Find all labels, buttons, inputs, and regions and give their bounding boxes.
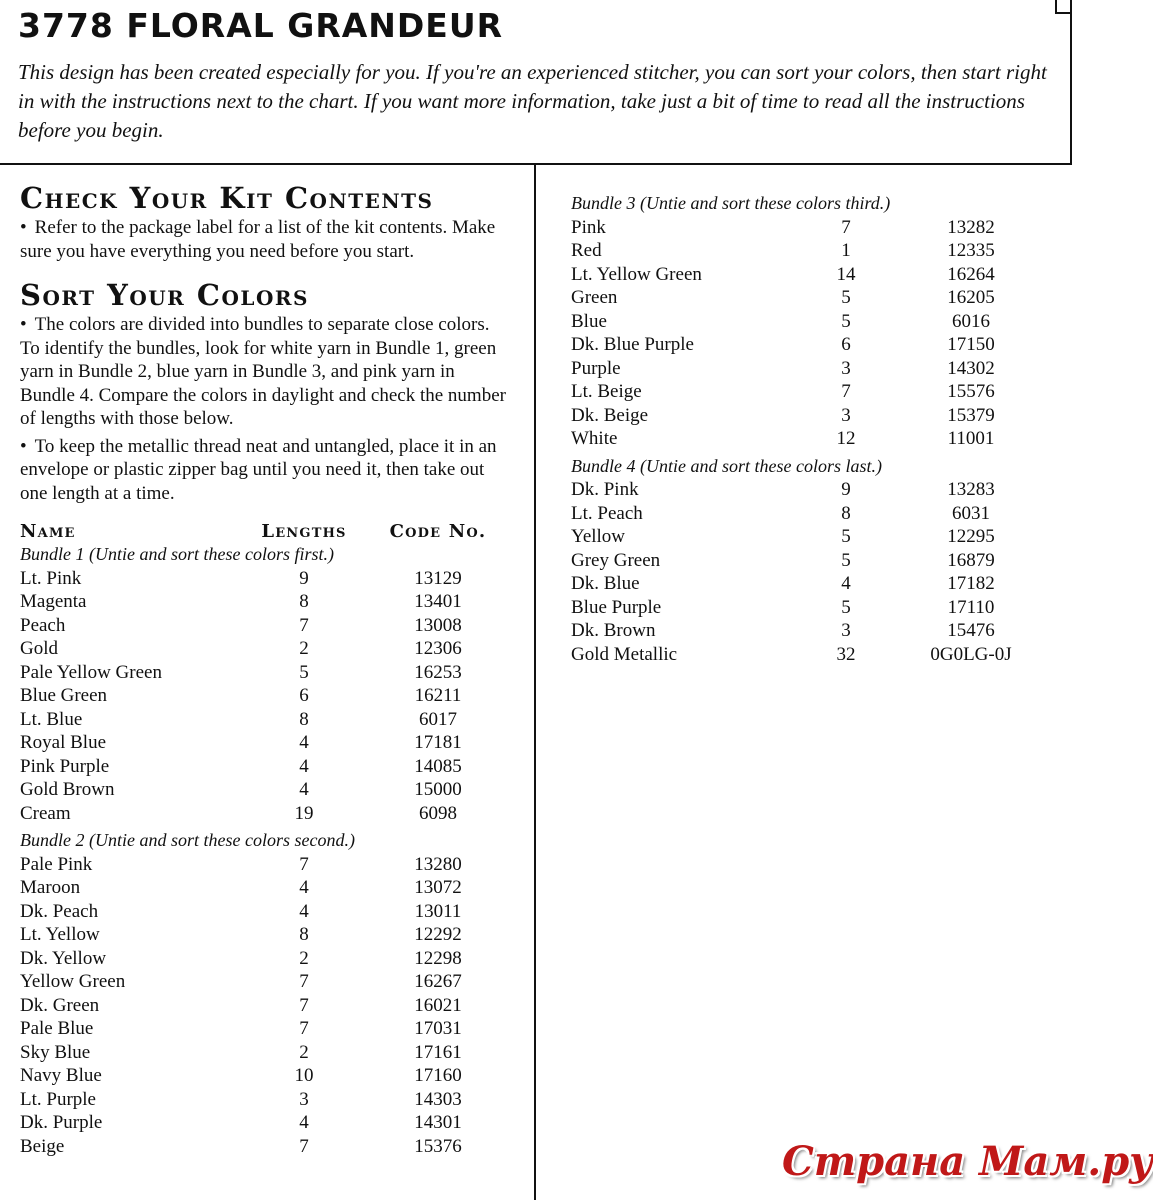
color-name: Lt. Peach xyxy=(571,502,643,524)
color-name: Pink xyxy=(571,216,606,238)
code-value: 0G0LG-0J xyxy=(930,643,1012,665)
table-row xyxy=(571,502,1051,526)
lengths-value: 7 xyxy=(299,614,309,636)
table-row xyxy=(571,239,1051,263)
code-value: 17182 xyxy=(947,573,995,594)
column-header-code: Code No. xyxy=(389,521,487,542)
code-value: 12298 xyxy=(414,947,462,969)
lengths-value: 8 xyxy=(299,924,309,945)
check-kit-text: Refer to the package label for a list of the kit contents. Make sure you have everything you need before you start. xyxy=(20,217,496,262)
table-row xyxy=(571,286,1051,310)
lengths-value: 2 xyxy=(299,638,309,659)
lengths-value: 14 xyxy=(836,263,856,285)
color-name: Dk. Yellow xyxy=(20,947,107,969)
code-value: 12292 xyxy=(414,924,462,945)
color-name: Beige xyxy=(20,1135,65,1157)
lengths-value: 8 xyxy=(841,502,851,524)
color-name: Yellow Green xyxy=(20,971,126,992)
table-row xyxy=(20,923,510,947)
table-row xyxy=(20,684,510,708)
bundle-label: Bundle 4 (Untie and sort these colors last.) xyxy=(571,455,882,476)
lengths-value: 7 xyxy=(299,1018,309,1039)
lengths-value: 6 xyxy=(841,334,851,355)
bundle-4 xyxy=(571,455,1051,667)
color-name: Purple xyxy=(571,357,621,379)
color-name: Lt. Blue xyxy=(20,708,83,730)
lengths-value: 5 xyxy=(841,310,851,332)
code-value: 13008 xyxy=(414,614,462,636)
table-row xyxy=(571,549,1051,573)
table-row xyxy=(20,778,510,802)
table-row xyxy=(20,755,510,779)
color-name: Dk. Brown xyxy=(571,620,656,641)
lengths-value: 4 xyxy=(841,573,851,594)
table-row xyxy=(20,1064,510,1088)
color-name: Gold xyxy=(20,638,58,659)
color-name: Pink Purple xyxy=(20,755,110,777)
code-value: 13282 xyxy=(947,216,995,238)
code-value: 15379 xyxy=(947,404,995,426)
code-value: 6098 xyxy=(419,802,457,824)
table-row xyxy=(20,637,510,661)
color-name: Dk. Peach xyxy=(20,900,99,922)
table-row xyxy=(571,643,1051,667)
column-header-name: Name xyxy=(20,521,76,542)
table-row xyxy=(571,310,1051,334)
color-name: Dk. Blue xyxy=(571,573,640,594)
check-kit-paragraph xyxy=(20,216,510,263)
lengths-value: 7 xyxy=(299,853,309,875)
code-value: 16879 xyxy=(947,549,995,571)
table-row xyxy=(571,525,1051,549)
lengths-value: 4 xyxy=(299,755,309,777)
code-value: 6017 xyxy=(419,708,457,730)
color-name: Yellow xyxy=(571,526,626,547)
color-name: Royal Blue xyxy=(20,732,107,753)
lengths-value: 9 xyxy=(299,567,309,589)
bundle-2 xyxy=(20,829,510,1158)
lengths-value: 5 xyxy=(841,526,851,547)
lengths-value: 19 xyxy=(294,802,314,824)
color-name: Dk. Blue Purple xyxy=(571,334,694,355)
lengths-value: 1 xyxy=(841,240,851,261)
table-row xyxy=(20,853,510,877)
intro-text: This design has been created especially for you. If you're an experienced stitcher, you can sort your colors, then start right in with the instructions next to the chart. If you want more information, take just a bit of time to read all the instructions before you begin. xyxy=(18,60,1047,142)
table-row xyxy=(20,1111,510,1135)
code-value: 13401 xyxy=(414,591,462,612)
table-row xyxy=(571,572,1051,596)
table-row xyxy=(571,619,1051,643)
bundle-label: Bundle 2 (Untie and sort these colors second.) xyxy=(20,830,355,850)
lengths-value: 3 xyxy=(841,620,851,641)
color-name: Lt. Yellow xyxy=(20,924,100,945)
code-value: 17181 xyxy=(414,732,462,753)
table-row xyxy=(20,708,510,732)
corner-mark xyxy=(1055,0,1072,14)
color-name: Cream xyxy=(20,802,71,824)
code-value: 15376 xyxy=(414,1135,462,1157)
color-name: Maroon xyxy=(20,877,81,898)
table-row xyxy=(20,970,510,994)
lengths-value: 4 xyxy=(299,877,309,898)
code-value: 15576 xyxy=(947,381,995,402)
code-value: 12295 xyxy=(947,526,995,547)
color-name: Pale Yellow Green xyxy=(20,661,162,683)
code-value: 16253 xyxy=(414,661,462,683)
sort-colors-paragraph-1 xyxy=(20,313,510,431)
bundle-label: Bundle 1 (Untie and sort these colors first.) xyxy=(20,544,334,564)
bundle-3 xyxy=(571,192,1051,451)
lengths-value: 32 xyxy=(836,643,856,665)
table-row xyxy=(20,731,510,755)
table-row xyxy=(20,614,510,638)
lengths-value: 5 xyxy=(841,549,851,571)
table-header xyxy=(20,521,510,543)
code-value: 16211 xyxy=(414,685,462,706)
code-value: 16021 xyxy=(414,994,462,1016)
color-name: Red xyxy=(571,240,602,261)
code-value: 16205 xyxy=(947,287,995,308)
table-row xyxy=(20,802,510,826)
check-kit-heading: Check Your Kit Contents xyxy=(20,181,434,215)
code-value: 13011 xyxy=(414,900,462,922)
column-header-lengths: Lengths xyxy=(261,521,347,542)
table-row xyxy=(571,333,1051,357)
lengths-value: 10 xyxy=(294,1065,314,1086)
table-row xyxy=(571,380,1051,404)
color-name: Pale Blue xyxy=(20,1018,94,1039)
header-right-border xyxy=(1070,0,1072,165)
column-divider xyxy=(534,163,536,1200)
code-value: 12335 xyxy=(947,240,995,261)
sort-colors-paragraph-2 xyxy=(20,435,510,506)
code-value: 14301 xyxy=(414,1112,462,1133)
color-name: Blue Purple xyxy=(571,596,662,618)
right-column xyxy=(571,192,1051,666)
code-value: 11001 xyxy=(947,428,995,449)
code-value: 17110 xyxy=(947,596,995,618)
color-name: Gold Brown xyxy=(20,779,115,800)
lengths-value: 3 xyxy=(841,404,851,426)
color-name: Green xyxy=(571,287,618,308)
color-name: Lt. Yellow Green xyxy=(571,263,702,285)
lengths-value: 6 xyxy=(299,685,309,706)
table-row xyxy=(20,1088,510,1112)
color-name: Lt. Purple xyxy=(20,1088,96,1110)
color-name: Lt. Beige xyxy=(571,381,642,402)
lengths-value: 4 xyxy=(299,1112,309,1133)
lengths-value: 5 xyxy=(841,596,851,618)
sort-colors-text-2: To keep the metallic thread neat and untangled, place it in an envelope or plastic zipper bag until you need it, then take out one length at a time. xyxy=(20,435,497,504)
code-value: 13129 xyxy=(414,567,462,589)
lengths-value: 8 xyxy=(299,591,309,612)
table-row xyxy=(571,404,1051,428)
code-value: 14302 xyxy=(947,357,995,379)
lengths-value: 3 xyxy=(841,357,851,379)
table-row xyxy=(571,427,1051,451)
table-row xyxy=(571,596,1051,620)
code-value: 13280 xyxy=(414,853,462,875)
color-name: Gold Metallic xyxy=(571,643,678,665)
code-value: 6016 xyxy=(952,310,990,332)
color-name: Dk. Pink xyxy=(571,479,639,500)
lengths-value: 7 xyxy=(841,381,851,402)
header-divider xyxy=(0,163,1072,165)
table-row xyxy=(571,478,1051,502)
bundle-label: Bundle 3 (Untie and sort these colors third.) xyxy=(571,193,891,213)
color-name: Dk. Purple xyxy=(20,1112,103,1133)
table-row xyxy=(20,1017,510,1041)
lengths-value: 5 xyxy=(841,287,851,308)
color-name: Blue Green xyxy=(20,685,108,706)
bundle-1 xyxy=(20,543,510,825)
code-value: 15476 xyxy=(947,620,995,641)
table-row xyxy=(20,1041,510,1065)
lengths-value: 8 xyxy=(299,708,309,730)
table-row xyxy=(20,876,510,900)
table-row xyxy=(20,994,510,1018)
table-row xyxy=(20,1135,510,1159)
code-value: 15000 xyxy=(414,779,462,800)
lengths-value: 4 xyxy=(299,779,309,800)
color-name: Lt. Pink xyxy=(20,567,82,589)
color-name: Dk. Beige xyxy=(571,404,649,426)
site-watermark: Страна Мам.ру xyxy=(782,1138,1153,1185)
code-value: 16267 xyxy=(414,971,462,992)
sort-colors-text-1: The colors are divided into bundles to separate close colors. To identify the bundles, look for white yarn in Bundle 1, green yarn in Bundle 2, blue yarn in Bundle 3, and pink yarn in Bundle 4. Compare the colors in daylight and check the number of lengths with those below. xyxy=(20,314,506,429)
lengths-value: 3 xyxy=(299,1088,309,1110)
code-value: 6031 xyxy=(952,502,990,524)
color-name: Dk. Green xyxy=(20,994,100,1016)
lengths-value: 4 xyxy=(299,900,309,922)
bullet-icon: • xyxy=(20,314,27,335)
color-name: Magenta xyxy=(20,591,87,612)
lengths-value: 2 xyxy=(299,947,309,969)
lengths-value: 7 xyxy=(299,994,309,1016)
code-value: 17160 xyxy=(414,1065,462,1086)
lengths-value: 12 xyxy=(836,428,856,449)
code-value: 17150 xyxy=(947,334,995,355)
code-value: 14303 xyxy=(414,1088,462,1110)
table-row xyxy=(571,263,1051,287)
table-row xyxy=(20,900,510,924)
lengths-value: 7 xyxy=(299,1135,309,1157)
lengths-value: 2 xyxy=(299,1041,309,1063)
lengths-value: 4 xyxy=(299,732,309,753)
color-name: Navy Blue xyxy=(20,1065,102,1086)
left-column xyxy=(20,180,510,1158)
table-row xyxy=(20,567,510,591)
code-value: 14085 xyxy=(414,755,462,777)
table-row xyxy=(20,661,510,685)
code-value: 16264 xyxy=(947,263,995,285)
table-row xyxy=(20,590,510,614)
code-value: 13283 xyxy=(947,479,995,500)
table-row xyxy=(20,947,510,971)
color-name: Peach xyxy=(20,614,66,636)
color-name: White xyxy=(571,428,618,449)
code-value: 17031 xyxy=(414,1018,462,1039)
page-title: 3778 FLORAL GRANDEUR xyxy=(18,6,504,45)
table-row xyxy=(571,357,1051,381)
sort-colors-heading: Sort Your Colors xyxy=(20,278,309,312)
code-value: 17161 xyxy=(414,1041,462,1063)
lengths-value: 7 xyxy=(841,216,851,238)
table-row xyxy=(571,216,1051,240)
code-value: 13072 xyxy=(414,877,462,898)
color-name: Grey Green xyxy=(571,549,661,571)
color-name: Pale Pink xyxy=(20,853,93,875)
bullet-icon: • xyxy=(20,435,27,457)
color-name: Sky Blue xyxy=(20,1041,91,1063)
lengths-value: 9 xyxy=(841,479,851,500)
color-name: Blue xyxy=(571,310,607,332)
lengths-value: 7 xyxy=(299,971,309,992)
lengths-value: 5 xyxy=(299,661,309,683)
bullet-icon: • xyxy=(20,217,27,238)
code-value: 12306 xyxy=(414,638,462,659)
